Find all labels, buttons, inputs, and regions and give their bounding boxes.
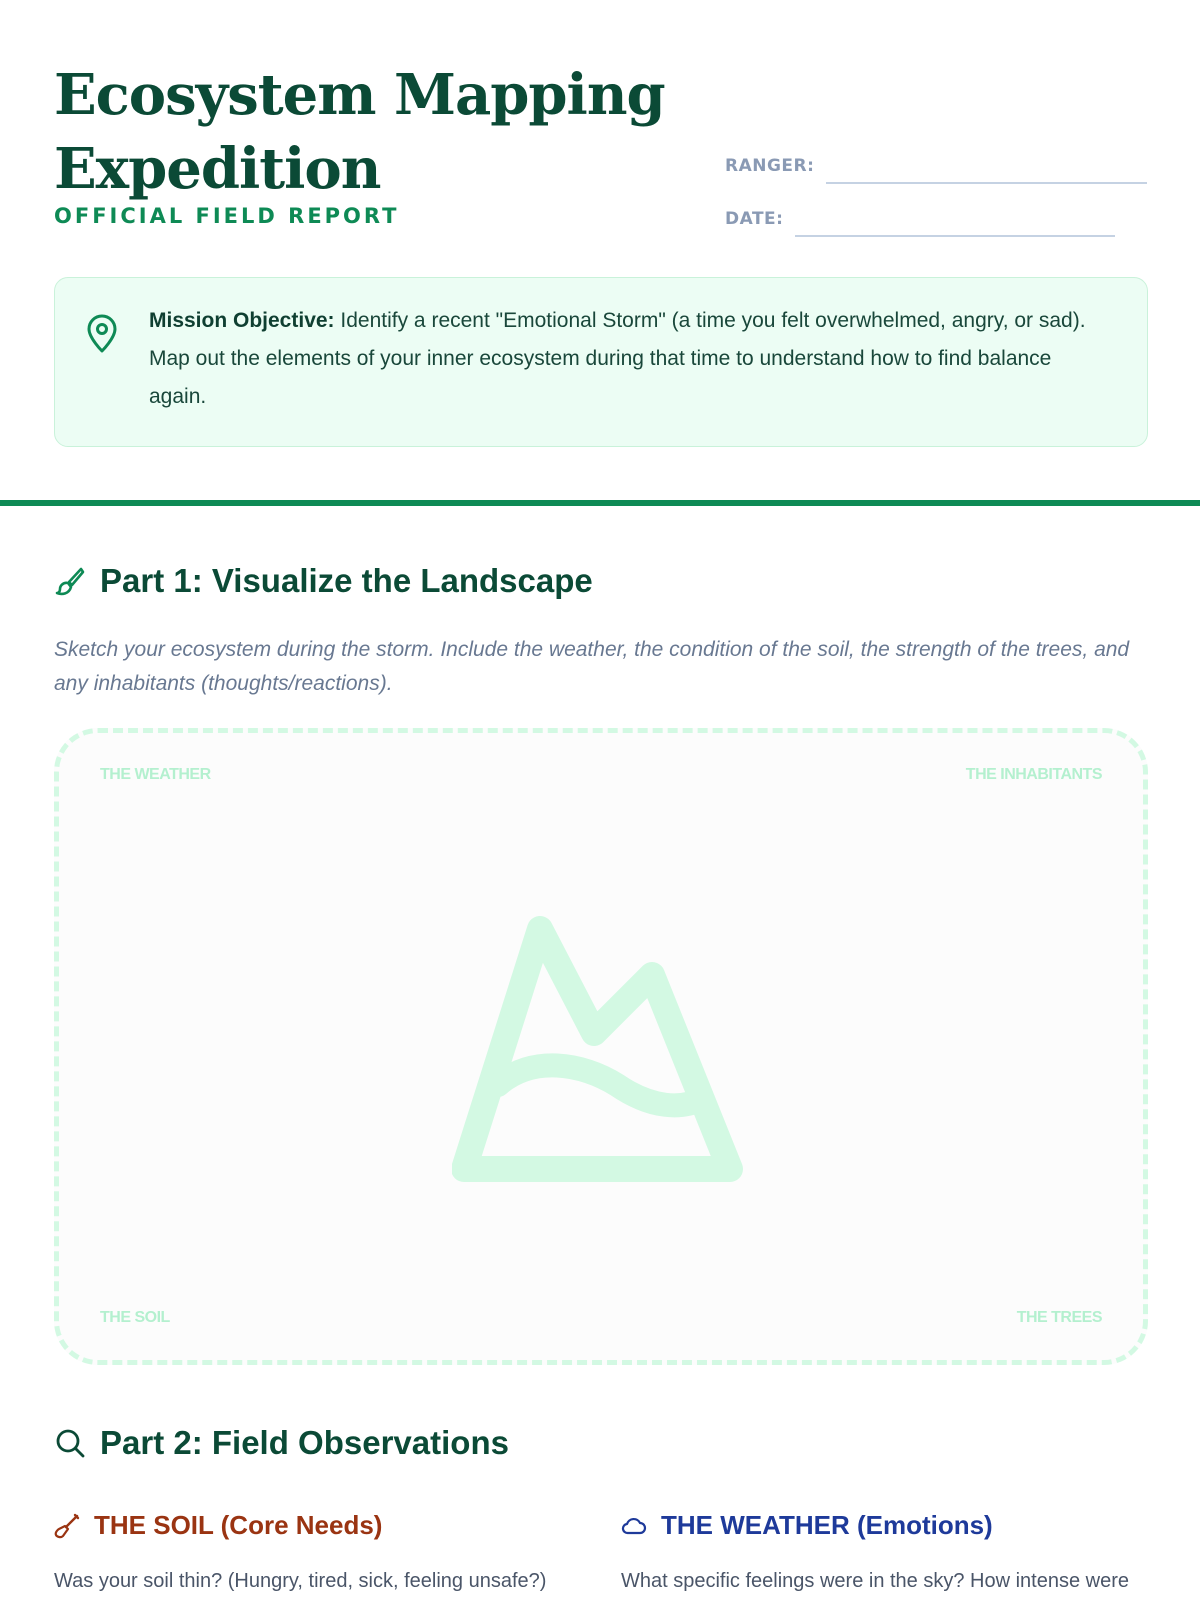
date-label: DATE: [725, 209, 784, 229]
part2-title: Part 2: Field Observations [100, 1424, 509, 1461]
corner-label-weather: THE WEATHER [100, 766, 211, 783]
mission-text [149, 302, 1109, 416]
weather-question: What specific feelings were in the sky? How intense were [621, 1570, 1130, 1592]
date-field[interactable] [795, 203, 1115, 237]
part1-instructions: Sketch your ecosystem during the storm. Include the weather, the condition of the soil, the strength of the trees, and any inhabitants (thoughts/reactions). [54, 638, 1130, 695]
map-pin-icon [85, 314, 119, 354]
ranger-field[interactable] [826, 150, 1147, 184]
report-header [54, 58, 1148, 248]
mission-label: Mission Objective: [149, 309, 335, 332]
page-title: Ecosystem Mapping Expedition [54, 62, 665, 202]
part1-title: Part 1: Visualize the Landscape [100, 562, 593, 599]
weather-heading [621, 1510, 993, 1541]
cloud-icon [621, 1513, 647, 1539]
soil-heading [54, 1510, 382, 1541]
sketch-area[interactable] [54, 728, 1148, 1365]
section-divider [0, 500, 1200, 506]
ranger-row [725, 150, 1148, 184]
shovel-icon [54, 1513, 80, 1539]
corner-label-inhabitants: THE INHABITANTS [965, 766, 1102, 783]
part1-heading [54, 562, 593, 600]
mountain-icon [452, 913, 752, 1188]
weather-title: THE WEATHER (Emotions) [661, 1510, 993, 1540]
part2-heading [54, 1424, 509, 1462]
soil-question: Was your soil thin? (Hungry, tired, sick, feeling unsafe?) [54, 1570, 547, 1592]
search-icon [54, 1427, 86, 1459]
page-subtitle: OFFICIAL FIELD REPORT [54, 204, 400, 228]
corner-label-trees: THE TREES [1016, 1309, 1102, 1326]
brush-icon [54, 565, 86, 597]
date-row [725, 203, 1148, 237]
ranger-label: RANGER: [725, 156, 815, 176]
soil-title: THE SOIL (Core Needs) [94, 1510, 383, 1540]
mission-objective-box [54, 277, 1148, 447]
corner-label-soil: THE SOIL [100, 1309, 170, 1326]
mission-body: Identify a recent "Emotional Storm" (a time you felt overwhelmed, angry, or sad). Map out the elements of your inner ecosystem during that time to understand how to find balance again. [149, 309, 1086, 408]
report-meta [725, 150, 1148, 256]
